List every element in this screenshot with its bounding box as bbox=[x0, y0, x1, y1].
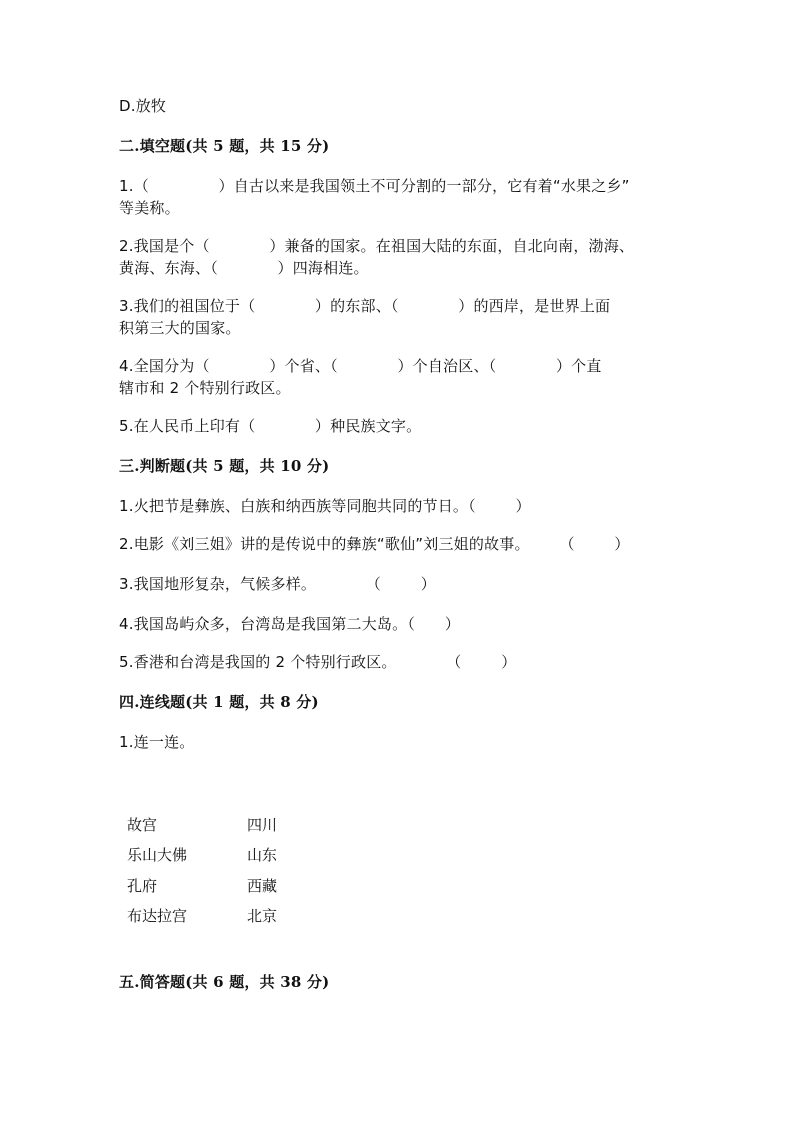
match-question-prompt: 1.连一连。 bbox=[119, 733, 195, 751]
match-left-item: 布达拉宫 bbox=[127, 907, 188, 925]
fill-question-5: 5.在人民币上印有（ ）种民族文字。 bbox=[119, 417, 422, 435]
fill-question-1-line-1: 1.（ ）自古以来是我国领土不可分割的一部分，它有着“水果之乡” bbox=[119, 177, 630, 195]
match-left-item: 故宫 bbox=[127, 816, 158, 834]
fill-question-2-line-2: 黄海、东海、（ ）四海相连。 bbox=[119, 259, 369, 277]
fill-question-3-line-1: 3.我们的祖国位于（ ）的东部、（ ）的西岸，是世界上面 bbox=[119, 297, 611, 315]
fill-question-2-line-1: 2.我国是个（ ）兼备的国家。在祖国大陆的东面，自北向南，渤海、 bbox=[119, 237, 635, 255]
section-2-heading: 二.填空题(共 5 题，共 15 分) bbox=[119, 137, 330, 155]
match-right-item: 山东 bbox=[247, 846, 278, 864]
judge-question-1: 1.火把节是彝族、白族和纳西族等同胞共同的节日。（ ） bbox=[119, 497, 531, 515]
judge-question-5: 5.香港和台湾是我国的 2 个特别行政区。 （ ） bbox=[119, 653, 517, 671]
fill-question-1-line-2: 等美称。 bbox=[119, 199, 180, 217]
fill-question-4-line-2: 辖市和 2 个特别行政区。 bbox=[119, 379, 291, 397]
section-4-heading: 四.连线题(共 1 题，共 8 分) bbox=[119, 693, 319, 711]
match-left-item: 乐山大佛 bbox=[127, 846, 188, 864]
match-right-item: 北京 bbox=[247, 907, 278, 925]
section-3-heading: 三.判断题(共 5 题，共 10 分) bbox=[119, 457, 330, 475]
section-5-heading: 五.简答题(共 6 题，共 38 分) bbox=[119, 973, 330, 991]
match-right-item: 四川 bbox=[247, 816, 278, 834]
match-right-item: 西藏 bbox=[247, 877, 278, 895]
judge-question-4: 4.我国岛屿众多，台湾岛是我国第二大岛。（ ） bbox=[119, 615, 461, 633]
match-left-item: 孔府 bbox=[127, 877, 158, 895]
judge-question-3: 3.我国地形复杂，气候多样。 （ ） bbox=[119, 575, 436, 593]
fill-question-3-line-2: 积第三大的国家。 bbox=[119, 319, 241, 337]
judge-question-2: 2.电影《刘三姐》讲的是传说中的彝族“歌仙”刘三姐的故事。 （ ） bbox=[119, 535, 630, 553]
option-d: D.放牧 bbox=[119, 97, 167, 115]
fill-question-4-line-1: 4.全国分为（ ）个省、（ ）个自治区、（ ）个直 bbox=[119, 357, 602, 375]
